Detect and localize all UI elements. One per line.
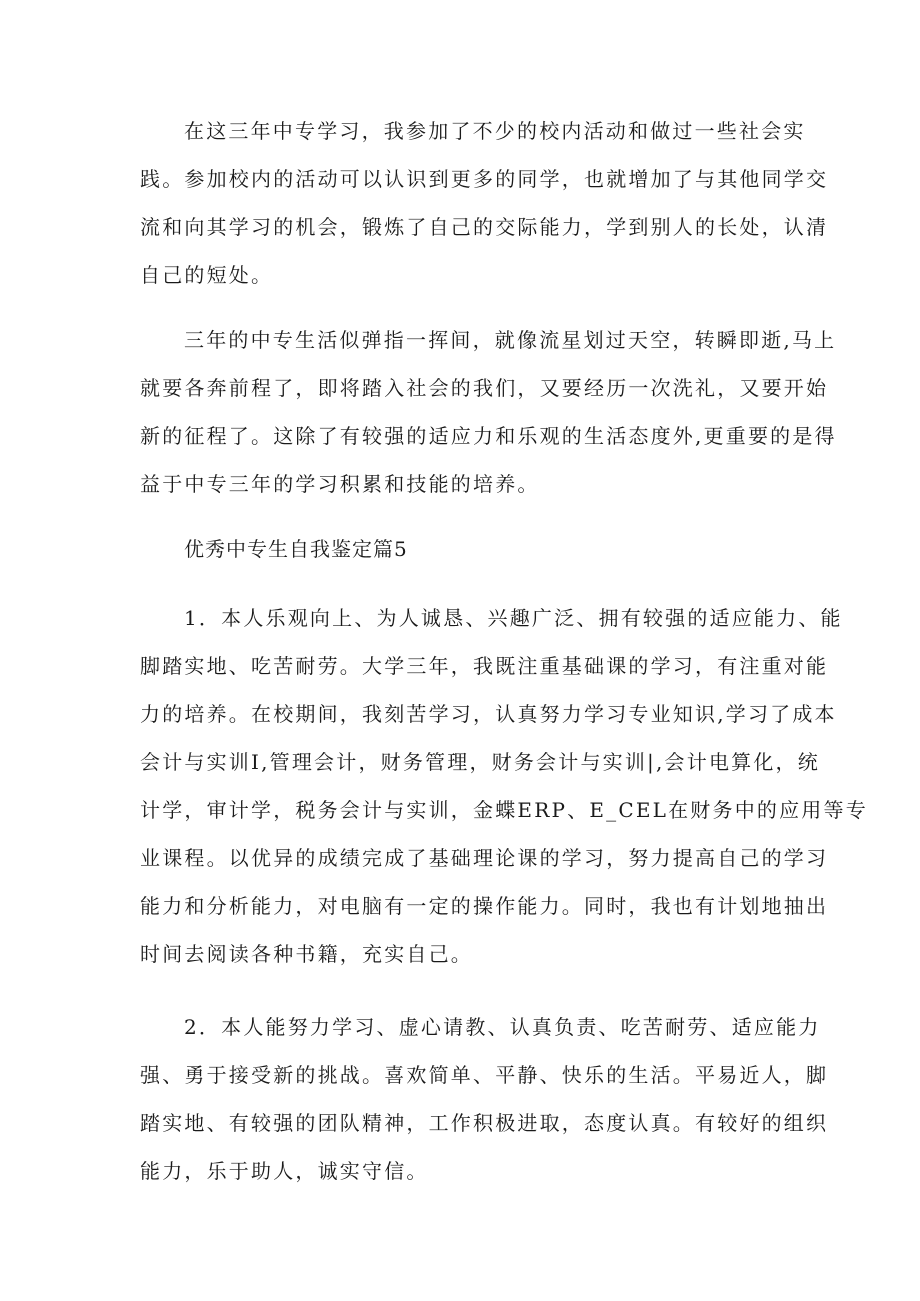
text-line: 践。参加校内的活动可以认识到更多的同学，也就增加了与其他同学交 xyxy=(140,167,829,191)
text-line: 流和向其学习的机会，锻炼了自己的交际能力，学到别人的长处，认清 xyxy=(140,215,829,239)
text-line: 计学，审计学，税务会计与实训，金蝶ERP、E_CEL在财务中的应用等专 xyxy=(140,798,868,822)
text-line: 能力，乐于助人，诚实守信。 xyxy=(140,1159,429,1183)
text-line: 在这三年中专学习，我参加了不少的校内活动和做过一些社会实 xyxy=(184,119,806,143)
text-line: 踏实地、有较强的团队精神，工作积极进取，态度认真。有较好的组织 xyxy=(140,1111,829,1135)
section-heading xyxy=(140,525,785,573)
text-line: 会计与实训I,管理会计，财务管理，财务会计与实训|,会计电算化，统 xyxy=(140,750,820,774)
text-line: 益于中专三年的学习积累和技能的培养。 xyxy=(140,472,540,496)
text-line: 力的培养。在校期间，我刻苦学习，认真努力学习专业知识,学习了成本 xyxy=(140,702,837,726)
text-line: 1．本人乐观向上、为人诚恳、兴趣广泛、拥有较强的适应能力、能 xyxy=(184,606,843,630)
text-line: 2．本人能努力学习、虚心请教、认真负责、吃苦耐劳、适应能力 xyxy=(184,1015,821,1039)
text-line: 新的征程了。这除了有较强的适应力和乐观的生活态度外,更重要的是得 xyxy=(140,424,837,448)
text-line: 三年的中专生活似弹指一挥间，就像流星划过天空，转瞬即逝,马上 xyxy=(184,328,837,352)
paragraph-item-1 xyxy=(140,594,868,978)
text-line: 脚踏实地、吃苦耐劳。大学三年，我既注重基础课的学习，有注重对能 xyxy=(140,654,829,678)
section-heading-text: 优秀中专生自我鉴定篇5 xyxy=(184,537,408,561)
text-line: 强、勇于接受新的挑战。喜欢简单、平静、快乐的生活。平易近人，脚 xyxy=(140,1063,829,1087)
text-line: 自己的短处。 xyxy=(140,263,274,287)
text-line: 就要各奔前程了，即将踏入社会的我们，又要经历一次洗礼，又要开始 xyxy=(140,376,829,400)
paragraph-three-years xyxy=(140,316,837,508)
paragraph-campus-activities xyxy=(140,107,829,299)
text-line: 能力和分析能力，对电脑有一定的操作能力。同时，我也有计划地抽出 xyxy=(140,894,829,918)
paragraph-item-2 xyxy=(140,1003,829,1195)
text-line: 时间去阅读各种书籍，充实自己。 xyxy=(140,942,473,966)
text-line: 业课程。以优异的成绩完成了基础理论课的学习，努力提高自己的学习 xyxy=(140,846,829,870)
